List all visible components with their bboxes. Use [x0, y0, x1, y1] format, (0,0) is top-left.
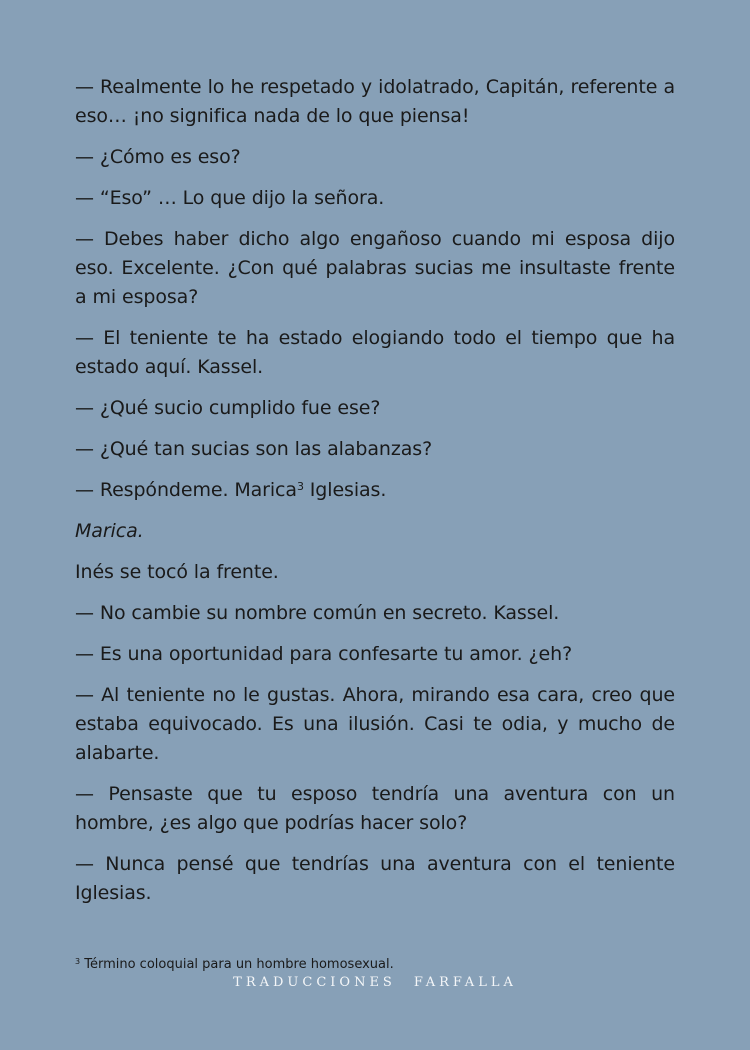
paragraph-8	[75, 476, 675, 505]
footnote-marker: 3	[75, 957, 81, 966]
paragraph-13: — Al teniente no le gustas. Ahora, mirando esa cara, creo que estaba equivocado. Es una ilusión. Casi te odia, y mucho de alabarte.	[75, 684, 675, 764]
paragraph-7: — ¿Qué tan sucias son las alabanzas?	[75, 438, 433, 460]
paragraph-11: — No cambie su nombre común en secreto. Kassel.	[75, 602, 560, 624]
publisher-footer	[0, 975, 750, 990]
paragraph-5: — El teniente te ha estado elogiando todo el tiempo que ha estado aquí. Kassel.	[75, 327, 675, 378]
paragraph-12: — Es una oportunidad para confesarte tu amor. ¿eh?	[75, 643, 573, 665]
paragraph-1: — Realmente lo he respetado y idolatrado, Capitán, referente a eso… ¡no significa nada de lo que piensa!	[75, 76, 675, 127]
paragraph-10: Inés se tocó la frente.	[75, 561, 279, 583]
paragraph-8-text: — Respóndeme. Marica	[75, 479, 297, 501]
paragraph-2: — ¿Cómo es eso?	[75, 146, 241, 168]
page-body	[75, 73, 675, 920]
paragraph-3: — “Eso” … Lo que dijo la señora.	[75, 187, 385, 209]
footnote-text: Término coloquial para un hombre homosexual.	[84, 957, 394, 972]
paragraph-4: — Debes haber dicho algo engañoso cuando mi esposa dijo eso. Excelente. ¿Con qué palabras sucias me insultaste frente a mi esposa?	[75, 228, 675, 308]
publisher-word-1: TRADUCCIONES	[233, 975, 396, 990]
paragraph-15: — Nunca pensé que tendrías una aventura con el teniente Iglesias.	[75, 853, 675, 904]
publisher-word-2: FARFALLA	[413, 975, 517, 990]
footnote-reference: 3	[296, 480, 304, 493]
paragraph-8-text-after: Iglesias.	[303, 479, 387, 501]
paragraph-6: — ¿Qué sucio cumplido fue ese?	[75, 397, 381, 419]
footnote	[75, 956, 675, 974]
paragraph-14: — Pensaste que tu esposo tendría una aventura con un hombre, ¿es algo que podrías hacer solo?	[75, 783, 675, 834]
paragraph-9: Marica.	[75, 520, 144, 542]
